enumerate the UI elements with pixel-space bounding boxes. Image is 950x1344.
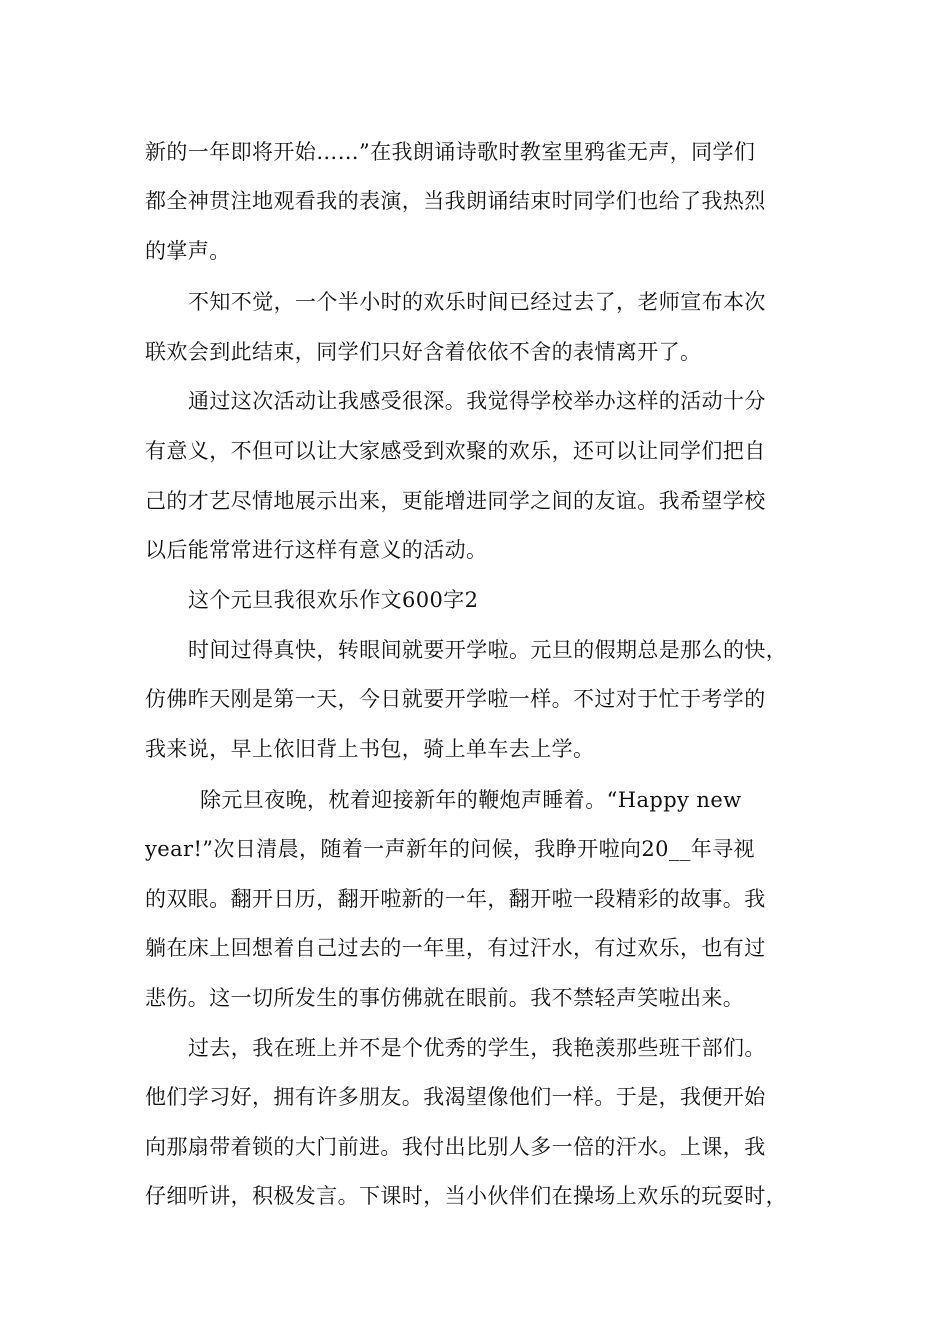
text-line: 的掌声。 — [145, 239, 231, 263]
text-line: 以后能常常进行这样有意义的活动。 — [145, 538, 488, 562]
text-line: 仔细听讲，积极发言。下课时，当小伙伴们在操场上欢乐的玩耍时， — [145, 1184, 787, 1208]
text-line: 他们学习好，拥有许多朋友。我渴望像他们一样。于是，我便开始 — [145, 1085, 766, 1109]
text-line: 己的才艺尽情地展示出来，更能增进同学之间的友谊。我希望学校 — [145, 489, 766, 513]
text-line: 除元旦夜晚，枕着迎接新年的鞭炮声睡着。“Happy new — [200, 788, 742, 812]
text-line: 过去，我在班上并不是个优秀的学生，我艳羡那些班干部们。 — [188, 1036, 766, 1060]
text-line: 仿佛昨天刚是第一天，今日就要开学啦一样。不过对于忙于考学的 — [145, 687, 766, 711]
text-line: 通过这次活动让我感受很深。我觉得学校举办这样的活动十分 — [188, 389, 766, 413]
text-line: 悲伤。这一切所发生的事仿佛就在眼前。我不禁轻声笑啦出来。 — [145, 986, 745, 1010]
text-line: 我来说，早上依旧背上书包，骑上单车去上学。 — [145, 737, 595, 761]
text-line: 有意义，不但可以让大家感受到欢聚的欢乐，还可以让同学们把自 — [145, 439, 766, 463]
text-line: 新的一年即将开始……”在我朗诵诗歌时教室里鸦雀无声，同学们 — [145, 140, 756, 164]
text-line: 都全神贯注地观看我的表演，当我朗诵结束时同学们也给了我热烈 — [145, 189, 766, 213]
text-line: 的双眼。翻开日历，翻开啦新的一年，翻开啦一段精彩的故事。我 — [145, 887, 766, 911]
text-line: 不知不觉，一个半小时的欢乐时间已经过去了，老师宣布本次 — [188, 290, 766, 314]
text-line: 向那扇带着锁的大门前进。我付出比别人多一倍的汗水。上课，我 — [145, 1135, 766, 1159]
text-line: year!”次日清晨，随着一声新年的问候，我睁开啦向20__年寻视 — [145, 837, 755, 861]
text-line: 躺在床上回想着自己过去的一年里，有过汗水，有过欢乐，也有过 — [145, 936, 766, 960]
text-line: 联欢会到此结束，同学们只好含着依依不舍的表情离开了。 — [145, 340, 702, 364]
section-heading: 这个元旦我很欢乐作文600字2 — [188, 588, 479, 612]
text-line: 时间过得真快，转眼间就要开学啦。元旦的假期总是那么的快， — [188, 638, 788, 662]
